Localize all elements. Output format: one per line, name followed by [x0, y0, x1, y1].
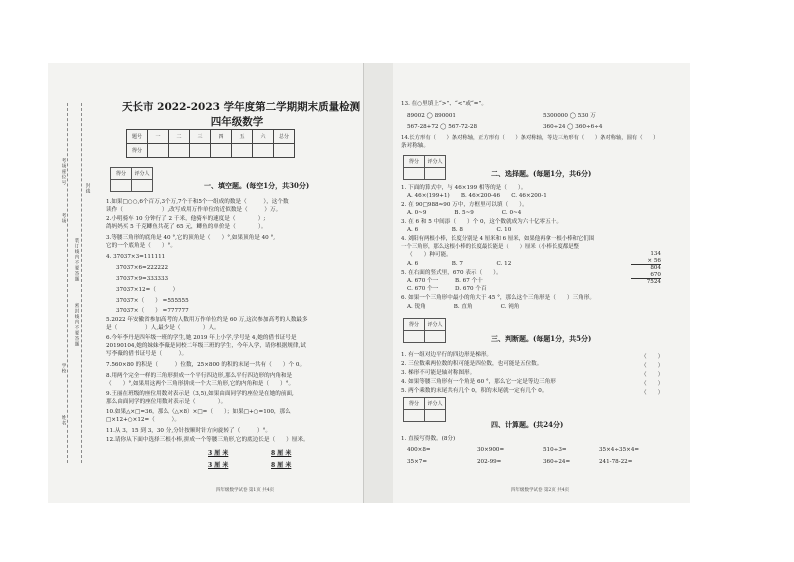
grader-box [403, 155, 446, 180]
binding-warning-2: 密封线内不要答题 [74, 303, 79, 347]
choice-4-b: 一个三角形，那么这根小棒的长度最长能是（ ）厘米（小棒长度都是整 [401, 244, 579, 250]
score-header-cell: 四 [211, 130, 232, 144]
right-page [393, 63, 690, 503]
judge-2-answer: （ ） [641, 363, 664, 369]
binding-label-school: 学校 [61, 363, 66, 374]
vertical-calc-line: 804 [650, 265, 661, 271]
q10-line-a: 10.如果△×□=36，那么（△×8）×□=（ ）；如果□+○=100，那么 [106, 409, 291, 415]
score-cell [211, 144, 232, 158]
binding-warning-3: 封线 [85, 183, 90, 194]
vertical-multiplication [631, 251, 661, 286]
grader-box-cell [404, 410, 425, 422]
q7-line: 7.560×80 的积是（ ）位数，25×800 的积的末尾一共有（ ）个 0。 [106, 362, 306, 368]
score-cell [232, 144, 253, 158]
calc-item: 35×4÷35×4= [599, 447, 640, 453]
q12-line: 12.请你从下面中选择三根小棒,拼成一个等腰三角形,它的底边长是（ ）厘米。 [106, 437, 309, 443]
score-header-cell: 六 [253, 130, 274, 144]
grader-box-cell [425, 168, 446, 180]
calc-item: 400×8= [407, 447, 431, 453]
choice-5: 5. 在右面的竖式里，670 表示（ ）。 [401, 270, 502, 276]
left-page [48, 63, 364, 503]
score-cell [190, 144, 211, 158]
q5-line-b: 是（ ）人,最少是（ ）人。 [106, 325, 220, 331]
judge-4-answer: （ ） [641, 381, 664, 387]
q10-line-b: □×12+○×12=（ ）。 [106, 417, 180, 423]
binding-line [67, 103, 68, 463]
vertical-calc-line: × 56 [631, 258, 661, 266]
q4-line: 37037×6=222222 [116, 265, 169, 271]
grader-box-grader-label: 评分人 [425, 398, 446, 410]
choice-5-options-1: A. 670 个一 B. 67 个十 [407, 278, 483, 284]
score-cell [274, 144, 295, 158]
choice-5-options-2: C. 670 个一 D. 670 个百 [407, 286, 487, 292]
grader-box [403, 397, 446, 422]
q4-line: 4. 37037×3=111111 [106, 254, 166, 260]
choice-6: 6. 如果一个三角形中最小的角大于 45 °，那么这个三角形是（ ）三角形。 [401, 295, 595, 301]
q13-title: 13. 在○里填上“>”、“<”或“=”。 [401, 101, 487, 107]
score-cell [169, 144, 190, 158]
judge-5: 5. 两个乘数的末尾共有几个 0，积的末尾就一定有几个 0。 [401, 388, 548, 394]
q8-line-a: 8.用两个完全一样的三角形拼成一个平行四边形,那么平行四边形的内角和是 [106, 373, 293, 379]
grader-box-grader-label: 评分人 [132, 168, 153, 180]
stick-label: 8 厘 米 [271, 462, 292, 469]
binding-warning-1: 装订线内不要答题 [74, 238, 79, 282]
calc-item: 30×900= [477, 447, 505, 453]
judge-5-answer: （ ） [641, 390, 664, 396]
q6-line-b: 20190104,她的妹妹李薇是同校二年级三班的学生，今年入学，请你根据规律,试 [106, 343, 306, 349]
grader-box-cell [132, 180, 153, 192]
vertical-calc-line: 670 [631, 272, 661, 280]
q9-line-b: 那么由面同学的座位用数对表示是（ ）。 [106, 399, 227, 405]
choice-4-a: 4. 刘阳有两根小棒，长度分别是 4 厘米和 6 厘米，如果他再拿一根小棒和它们围 [401, 236, 595, 242]
choice-6-options: A. 锐角 B. 直角 C. 钝角 [407, 304, 520, 310]
vertical-calc-line: 134 [650, 251, 661, 257]
score-header-cell: 二 [169, 130, 190, 144]
stick-label: 3 厘 米 [208, 450, 229, 457]
scanned-exam-paper [48, 63, 690, 503]
binding-label-name: 姓名 [61, 415, 66, 426]
choice-4-options: A. 6 B. 7 C. 12 [407, 261, 512, 267]
q3-line-a: 3.等腰三角形的底角是 40 °,它的顶角是（ ）°,如果顶角是 40 °, [106, 235, 276, 241]
grader-box-cell [404, 168, 425, 180]
q4-line: 37037×12=（ ） [116, 287, 179, 293]
score-row-label: 得分 [127, 144, 148, 158]
stick-label: 3 厘 米 [208, 462, 229, 469]
grader-box-grader-label: 评分人 [425, 319, 446, 331]
section-1-title: 一、填空题。(每空1分，共30分) [204, 181, 310, 190]
grader-box-score-label: 得分 [404, 319, 425, 331]
score-header-cell: 题号 [127, 130, 148, 144]
q1-line-b: 读作（ ）,改写成用万作单位的近似数是（ ）万。 [106, 207, 282, 213]
q1-line-a: 1.如果□○○,6个百万,3个万,7个千和5个一组成的数是（ ），这个数 [106, 199, 289, 205]
grader-box-score-label: 得分 [111, 168, 132, 180]
q5-line-a: 5.2022 年安徽省参加高考的人数用万作单位约是 60 万,这次参加高考的人数最多 [106, 317, 308, 323]
choice-1-options: A. 46×(199+1) B. 46×200-46 C. 46×200-1 [407, 193, 547, 199]
grader-box-cell [404, 331, 425, 343]
grader-box-grader-label: 评分人 [425, 156, 446, 168]
calc-item: 35×7= [407, 459, 428, 465]
grader-box-score-label: 得分 [404, 398, 425, 410]
stick-label: 8 厘 米 [271, 450, 292, 457]
q3-line-b: 它的一个底角是（ ）°。 [106, 243, 176, 249]
score-header-cell: 总分 [274, 130, 295, 144]
page-gutter [364, 63, 393, 503]
calc-item: 360÷24= [543, 459, 571, 465]
q4-line: 37037×（ ） =777777 [116, 308, 189, 314]
grader-box-cell [111, 180, 132, 192]
choice-4-c: （ ）种可能。 [407, 252, 452, 258]
q14-line-b: 条对称轴。 [401, 143, 429, 149]
judge-1: 1. 有一组对边平行的四边形是梯形。 [401, 352, 493, 358]
section-2-title: 二、选择题。(每题1分，共6分) [491, 169, 592, 178]
exam-subtitle: 四年级数学 [210, 116, 264, 128]
calc-section-title: 1. 直接写得数。(8分) [401, 436, 456, 442]
score-cell [253, 144, 274, 158]
grader-box-score-label: 得分 [404, 156, 425, 168]
q9-line-a: 9.王丽在班级的座位用数对表示是（3,5),如果由面同学的座位是在她的前面, [106, 391, 294, 397]
calc-item: 510÷3= [543, 447, 567, 453]
q2-line-b: 鸽妈妈买 5 千克鲫鱼共花了 65 元，鲫鱼的单价是（ ）。 [106, 224, 267, 230]
score-header-cell: 一 [148, 130, 169, 144]
q13-compare: 5300000 ◯ 530 万 [543, 113, 596, 119]
exam-title: 天长市 2022-2023 学年度第二学期期末质量检测 [122, 101, 361, 113]
judge-3: 3. 梯形不可能是轴对称图形。 [401, 370, 476, 376]
calc-item: 202-99= [477, 459, 502, 465]
calc-item: 241-78-22= [599, 459, 633, 465]
grader-box [110, 167, 153, 192]
q13-compare: 567-28+72 ◯ 567-72-28 [407, 124, 477, 130]
score-cell [148, 144, 169, 158]
score-header-cell: 三 [190, 130, 211, 144]
binding-label-seat: 考场座位号 [61, 158, 66, 186]
vertical-calc-line: 7524 [646, 279, 661, 285]
grader-box-cell [425, 331, 446, 343]
binding-label-room: 考场 [61, 213, 66, 224]
q6-line-c: 写李薇的借书证号是（ ）。 [106, 351, 188, 357]
q13-compare: 89002 ◯ 890001 [407, 113, 456, 119]
q4-line: 37037×9=333333 [116, 276, 169, 282]
grader-box-cell [425, 410, 446, 422]
q6-line-a: 6.今年李丹是四年级一班的学生,她 2019 年上小学,学号是 4,她的借书证号是 [106, 335, 297, 341]
score-table [126, 129, 295, 158]
section-4-title: 四、计算题。(共24分) [491, 420, 564, 429]
q4-line: 37037×（ ） =555555 [116, 298, 189, 304]
q14-line-a: 14.长方形有（ ）条对称轴，正方形有（ ）条对称轴，等边三角形有（ ）条对称轴，圆有（ ） [401, 135, 659, 141]
q13-compare: 360÷24 ◯ 360÷6÷4 [543, 124, 603, 130]
choice-2-options: A. 0~9 B. 5~9 C. 0~4 [407, 210, 522, 216]
choice-3: 3. 在 6 和 5 中间添（ ）个 0，这个数就成为六十亿零五十。 [401, 219, 562, 225]
q11-line: 11.从 3，15 到 3，30 分,分针按顺时针方向旋转了（ ）°。 [106, 428, 271, 434]
q8-line-b: （ ）°,如果用这两个三角形拼成一个大三角形,它的内角和是（ ）°。 [106, 381, 295, 387]
score-header-cell: 五 [232, 130, 253, 144]
page-footer: 四年级数学试卷 第2页 共4页 [511, 488, 570, 493]
q2-line-a: 2.小明骑车 10 分钟行了 2 千米，他骑车的速度是（ ）; [106, 216, 266, 222]
section-3-title: 三、判断题。(每题1分，共5分) [491, 334, 592, 343]
grader-box [403, 318, 446, 343]
judge-3-answer: （ ） [641, 372, 664, 378]
binding-line [81, 103, 82, 463]
page-footer: 四年级数学试卷 第1页 共4页 [216, 488, 275, 493]
judge-1-answer: （ ） [641, 354, 664, 360]
binding-margin [48, 63, 92, 503]
choice-3-options: A. 6 B. 8 C. 10 [407, 227, 512, 233]
choice-1: 1. 下面的算式中，与 46×199 相等的是（ ）。 [401, 185, 527, 191]
judge-4: 4. 如果等腰三角形有一个角是 60 °，那么它一定是等边三角形 [401, 379, 556, 385]
judge-2: 2. 三位数乘两位数的积可能是四位数，也可能是五位数。 [401, 361, 543, 367]
choice-2: 2. 在 90□988≈90 万中，方框里可以填（ ）。 [401, 202, 528, 208]
